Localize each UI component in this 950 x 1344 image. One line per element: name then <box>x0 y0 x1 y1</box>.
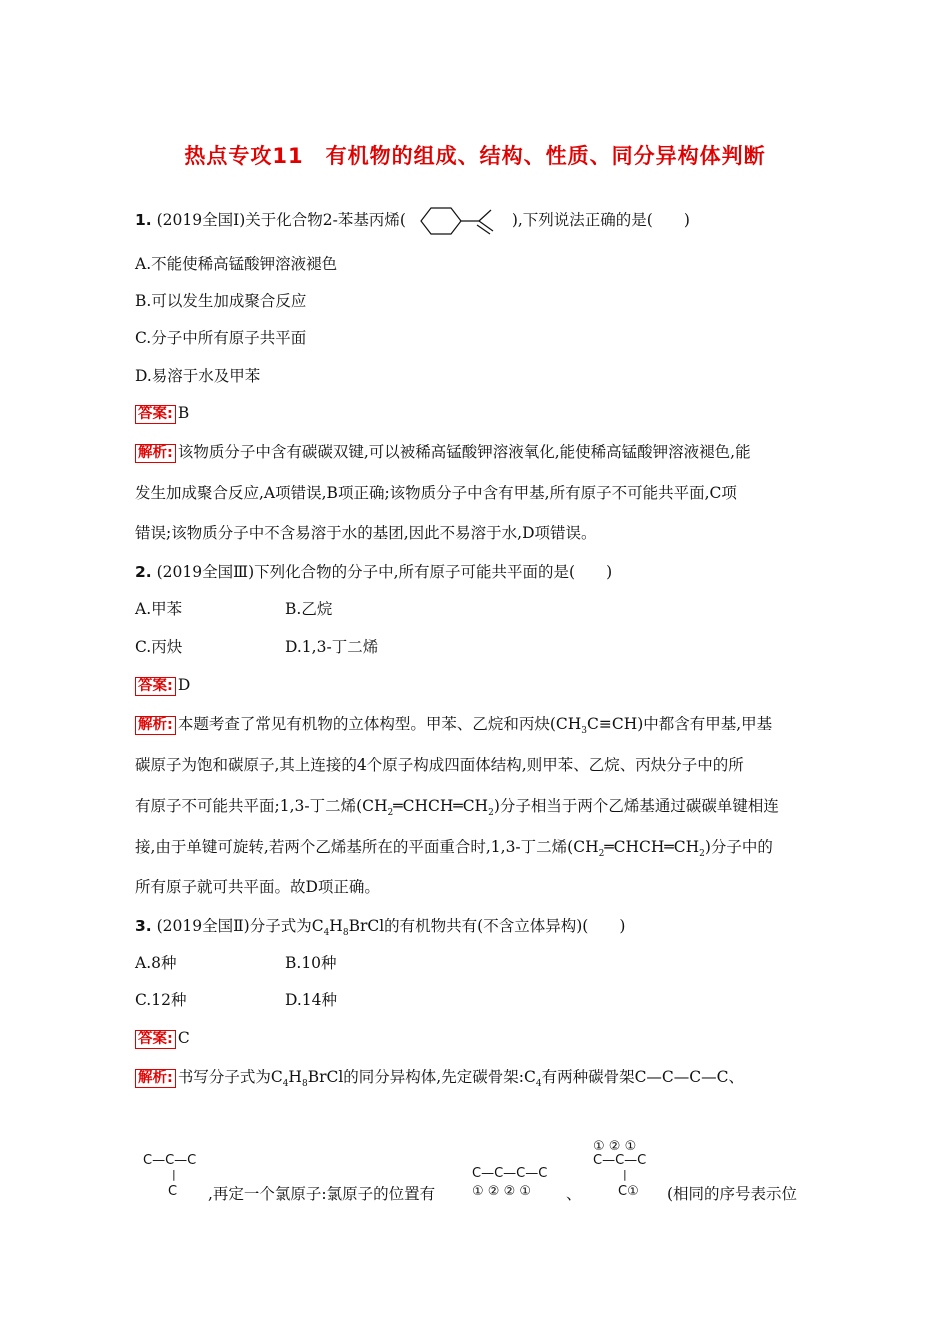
analysis-line: 碳原子为饱和碳原子,其上连接的4个原子构成四面体结构,则甲苯、乙烷、丙炔分子中的所 <box>135 756 744 774</box>
option-c: C.丙炔 <box>135 638 183 656</box>
option-d: D.1,3-丁二烯 <box>285 638 379 656</box>
option-a: A.甲苯 <box>135 600 183 618</box>
option-b: B.10种 <box>285 954 337 972</box>
option-d: D.14种 <box>285 991 338 1009</box>
question-1-stem: 1. (2019全国Ⅰ)关于化合物2-苯基丙烯( ),下列说法正确的是( ) <box>135 204 690 238</box>
option-c: C.分子中所有原子共平面 <box>135 329 307 347</box>
analysis-line: 有原子不可能共平面;1,3-丁二烯$(CH_2═CHCH═CH_2)$分子相当于两个乙烯基通过碳碳单键相连 <box>135 797 779 819</box>
separator: 、 <box>566 1185 582 1203</box>
answer-row <box>135 676 190 696</box>
page-title: 热点专攻11 有机物的组成、结构、性质、同分异构体判断 <box>184 144 766 168</box>
options-row <box>135 638 379 657</box>
branch-bond: | <box>172 1168 176 1181</box>
analysis-line: 解析: 本题考查了常见有机物的立体构型。甲苯、乙烷和丙炔$(CH_3C\equiv CH)$中都含有甲基,甲基 <box>135 715 772 737</box>
analysis-line: 解析: 书写分子式为$C_4H_8BrCl$的同分异构体,先定碳骨架$:C_4$有两种碳骨架C—C—C—C、 <box>135 1068 744 1090</box>
answer-tag: 答案: <box>135 677 176 696</box>
option-a: A.不能使稀高锰酸钾溶液褪色 <box>135 255 338 273</box>
analysis-tag: 解析: <box>135 444 176 463</box>
question-number: 1. <box>135 211 152 229</box>
branched-skeleton <box>143 1153 196 1168</box>
answer-value: B <box>177 404 190 422</box>
linear-skeleton: C—C—C—C <box>472 1166 548 1181</box>
analysis-line: 接,由于单键可旋转,若两个乙烯基所在的平面重合时,1,3-丁二烯$(CH_2═CHCH═CH_2)$分子中的 <box>135 838 773 860</box>
answer-value: C <box>177 1029 190 1047</box>
iso-branch: C① <box>618 1184 639 1199</box>
linear-positions: ① ② ② ① <box>472 1184 532 1199</box>
skeleton-main-chain: C—C—C <box>143 1153 197 1168</box>
answer-row <box>135 1029 190 1049</box>
analysis-inline-text: ,再定一个氯原子:氯原子的位置有 <box>208 1185 436 1203</box>
option-b: B.可以发生加成聚合反应 <box>135 292 307 310</box>
question-number: 3. <box>135 917 152 935</box>
answer-tag: 答案: <box>135 1030 176 1049</box>
analysis-tag: 解析: <box>135 1069 176 1088</box>
iso-branch-bond: | <box>623 1168 627 1181</box>
answer-value: D <box>177 676 191 694</box>
analysis-line: 错误;该物质分子中不含易溶于水的基团,因此不易溶于水,D项错误。 <box>135 524 597 542</box>
options-row <box>135 600 333 619</box>
answer-row <box>135 404 189 424</box>
options-row <box>135 954 337 973</box>
analysis-tag: 解析: <box>135 716 176 735</box>
analysis-inline-text: (相同的序号表示位 <box>667 1185 798 1203</box>
analysis-line: 所有原子就可共平面。故D项正确。 <box>135 878 380 896</box>
option-a: A.8种 <box>135 954 177 972</box>
options-row <box>135 991 338 1010</box>
analysis-line: 解析: 该物质分子中含有碳碳双键,可以被稀高锰酸钾溶液氧化,能使稀高锰酸钾溶液褪色,能 <box>135 443 751 463</box>
iso-main-chain: C—C—C <box>593 1153 647 1168</box>
2-phenylpropene-structure-icon <box>413 204 505 238</box>
analysis-line: 发生加成聚合反应,A项错误,B项正确;该物质分子中含有甲基,所有原子不可能共平面,C项 <box>135 484 737 502</box>
question-number: 2. <box>135 563 152 581</box>
iso-positions: ① ② ① <box>593 1139 637 1154</box>
question-2-stem: 2. (2019全国Ⅲ)下列化合物的分子中,所有原子可能共平面的是( ) <box>135 563 613 581</box>
option-b: B.乙烷 <box>285 600 333 618</box>
answer-tag: 答案: <box>135 405 176 424</box>
question-3-stem: 3. (2019全国Ⅱ)分子式为$C_4H_8BrCl$的有机物共有(不含立体异构)( ) <box>135 917 626 939</box>
skeleton-branch: C <box>168 1184 178 1199</box>
option-d: D.易溶于水及甲苯 <box>135 367 261 385</box>
option-c: C.12种 <box>135 991 187 1009</box>
